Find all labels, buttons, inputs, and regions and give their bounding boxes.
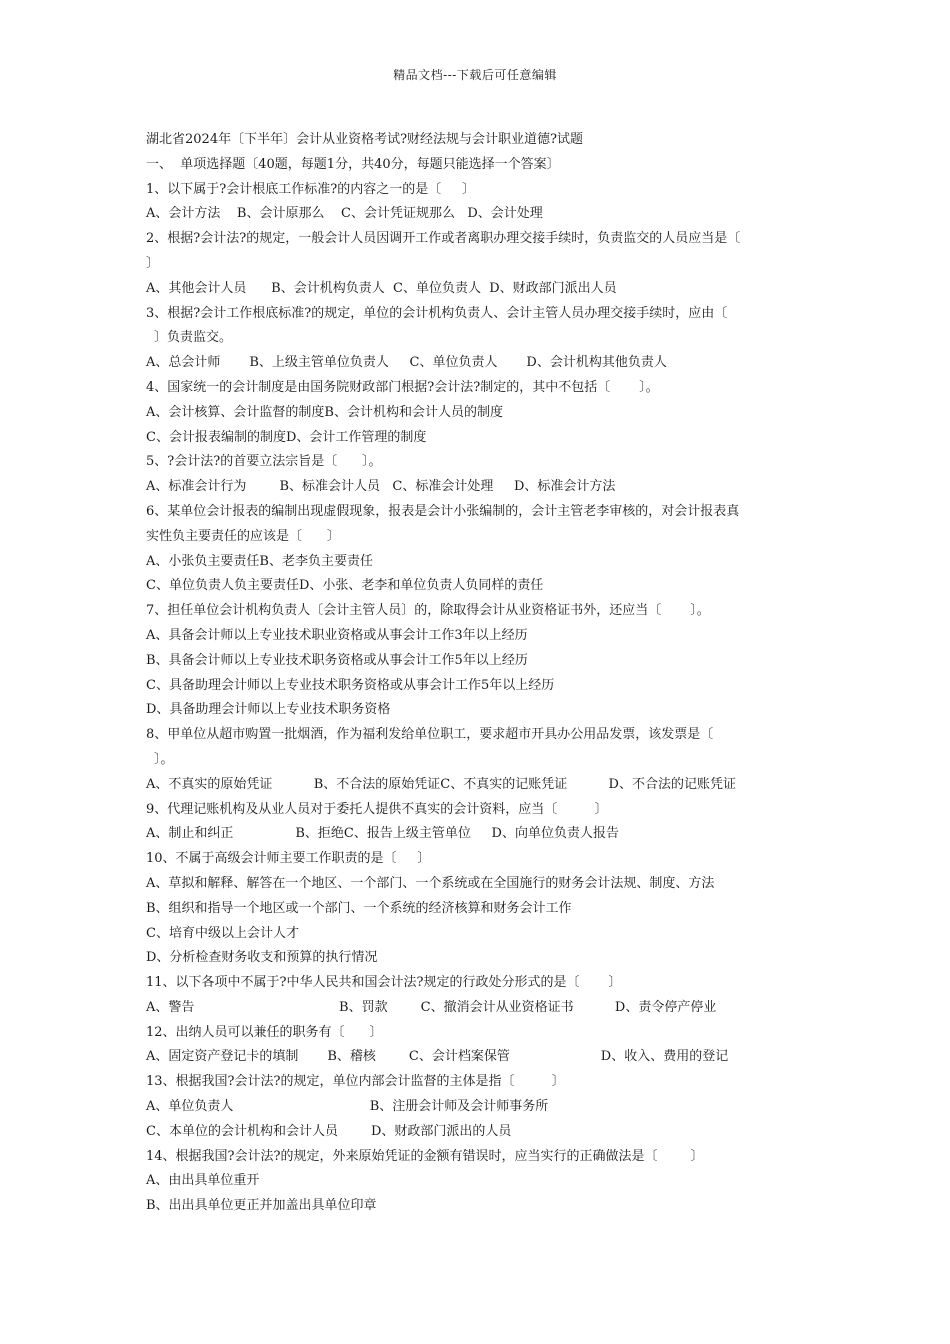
question-7: 7、担任单位会计机构负责人〔会计主管人员〕的，除取得会计从业资格证书外，还应当〔 〕。	[146, 603, 710, 619]
document-title: 湖北省2024年〔下半年〕会计从业资格考试?财经法规与会计职业道德?试题	[146, 132, 584, 147]
question-10-option-c: C、培育中级以上会计人才	[146, 925, 299, 941]
question-5-options: A、标准会计行为 B、标准会计人员 C、标准会计处理 D、标准会计方法	[146, 479, 616, 495]
question-4-option-cd: C、会计报表编制的制度D、会计工作管理的制度	[146, 429, 427, 445]
question-6: 6、某单位会计报表的编制出现虚假现象，报表是会计小张编制的，会计主管老李审核的，对会计报表真	[146, 503, 740, 519]
question-2-continued: 〕	[146, 255, 160, 271]
question-14-option-a: A、由出具单位重开	[146, 1173, 260, 1189]
question-11-options: A、警告 B、罚款 C、撤消会计从业资格证书 D、责令停产停业	[146, 999, 717, 1015]
question-4-option-ab: A、会计核算、会计监督的制度B、会计机构和会计人员的制度	[146, 404, 503, 420]
question-13: 13、根据我国?会计法?的规定，单位内部会计监督的主体是指〔 〕	[146, 1074, 565, 1090]
question-6-continued: 实性负主要责任的应该是〔 〕	[146, 528, 340, 544]
question-1-options: A、会计方法 B、会计原那么 C、会计凭证规那么 D、会计处理	[146, 206, 543, 222]
question-3-options: A、总会计师 B、上级主管单位负责人 C、单位负责人 D、会计机构其他负责人	[146, 355, 667, 371]
question-12-options: A、固定资产登记卡的填制 B、稽核 C、会计档案保管 D、收入、费用的登记	[146, 1049, 729, 1065]
question-14: 14、根据我国?会计法?的规定，外来原始凭证的金额有错误时，应当实行的正确做法是〔 〕	[146, 1148, 704, 1164]
question-9-options: A、制止和纠正 B、拒绝C、报告上级主管单位 D、向单位负责人报告	[146, 826, 619, 842]
question-2: 2、根据?会计法?的规定，一般会计人员因调开工作或者离职办理交接手续时，负责监交的人员应当是〔	[146, 231, 741, 247]
question-14-option-b: B、出出具单位更正并加盖出具单位印章	[146, 1198, 377, 1214]
page-header: 精品文档---下载后可任意编辑	[393, 68, 557, 82]
document-body	[146, 128, 816, 1219]
question-6-option-cd: C、单位负责人负主要责任D、小张、老李和单位负责人负同样的责任	[146, 578, 544, 594]
question-8-continued: 〕。	[154, 751, 174, 767]
question-13-option-cd: C、本单位的会计机构和会计人员 D、财政部门派出的人员	[146, 1123, 512, 1139]
question-2-options: A、其他会计人员 B、会计机构负责人 C、单位负责人 D、财政部门派出人员	[146, 280, 617, 296]
question-12: 12、出纳人员可以兼任的职务有〔 〕	[146, 1024, 383, 1040]
question-10: 10、不属于高级会计师主要工作职责的是〔 〕	[146, 851, 431, 867]
question-9: 9、代理记账机构及从业人员对于委托人提供不真实的会计资料，应当〔 〕	[146, 801, 608, 817]
question-7-option-b: B、具备会计师以上专业技术职务资格或从事会计工作5年以上经历	[146, 652, 528, 668]
question-4: 4、国家统一的会计制度是由国务院财政部门根据?会计法?制定的，其中不包括〔 〕。	[146, 379, 659, 395]
question-5: 5、?会计法?的首要立法宗旨是〔 〕。	[146, 454, 382, 470]
question-8-options: A、不真实的原始凭证 B、不合法的原始凭证C、不真实的记账凭证 D、不合法的记账凭证	[146, 776, 736, 792]
question-10-option-d: D、分析检查财务收支和预算的执行情况	[146, 950, 378, 966]
question-7-option-d: D、具备助理会计师以上专业技术职务资格	[146, 702, 391, 718]
question-7-option-c: C、具备助理会计师以上专业技术职务资格或从事会计工作5年以上经历	[146, 677, 555, 693]
question-3-continued: 〕负责监交。	[154, 330, 233, 346]
question-13-option-ab: A、单位负责人 B、注册会计师及会计师事务所	[146, 1099, 549, 1115]
question-3: 3、根据?会计工作根底标准?的规定，单位的会计机构负责人、会计主管人员办理交接手续时，应由〔	[146, 305, 728, 321]
question-11: 11、以下各项中不属于?中华人民共和国会计法?规定的行政处分形式的是〔 〕	[146, 975, 622, 991]
question-6-option-ab: A、小张负主要责任B、老李负主要责任	[146, 553, 373, 569]
question-7-option-a: A、具备会计师以上专业技术职业资格或从事会计工作3年以上经历	[146, 627, 528, 643]
question-10-option-b: B、组织和指导一个地区或一个部门、一个系统的经济核算和财务会计工作	[146, 900, 572, 916]
question-1: 1、以下属于?会计根底工作标准?的内容之一的是〔 〕	[146, 181, 475, 197]
question-8: 8、甲单位从超市购置一批烟酒，作为福利发给单位职工，要求超市开具办公用品发票，该发票是〔	[146, 727, 714, 743]
section-heading: 一、 单项选择题〔40题，每题1分，共40分，每题只能选择一个答案〕	[146, 156, 560, 172]
question-10-option-a: A、草拟和解释、解答在一个地区、一个部门、一个系统或在全国施行的财务会计法规、制度、方法	[146, 875, 715, 891]
